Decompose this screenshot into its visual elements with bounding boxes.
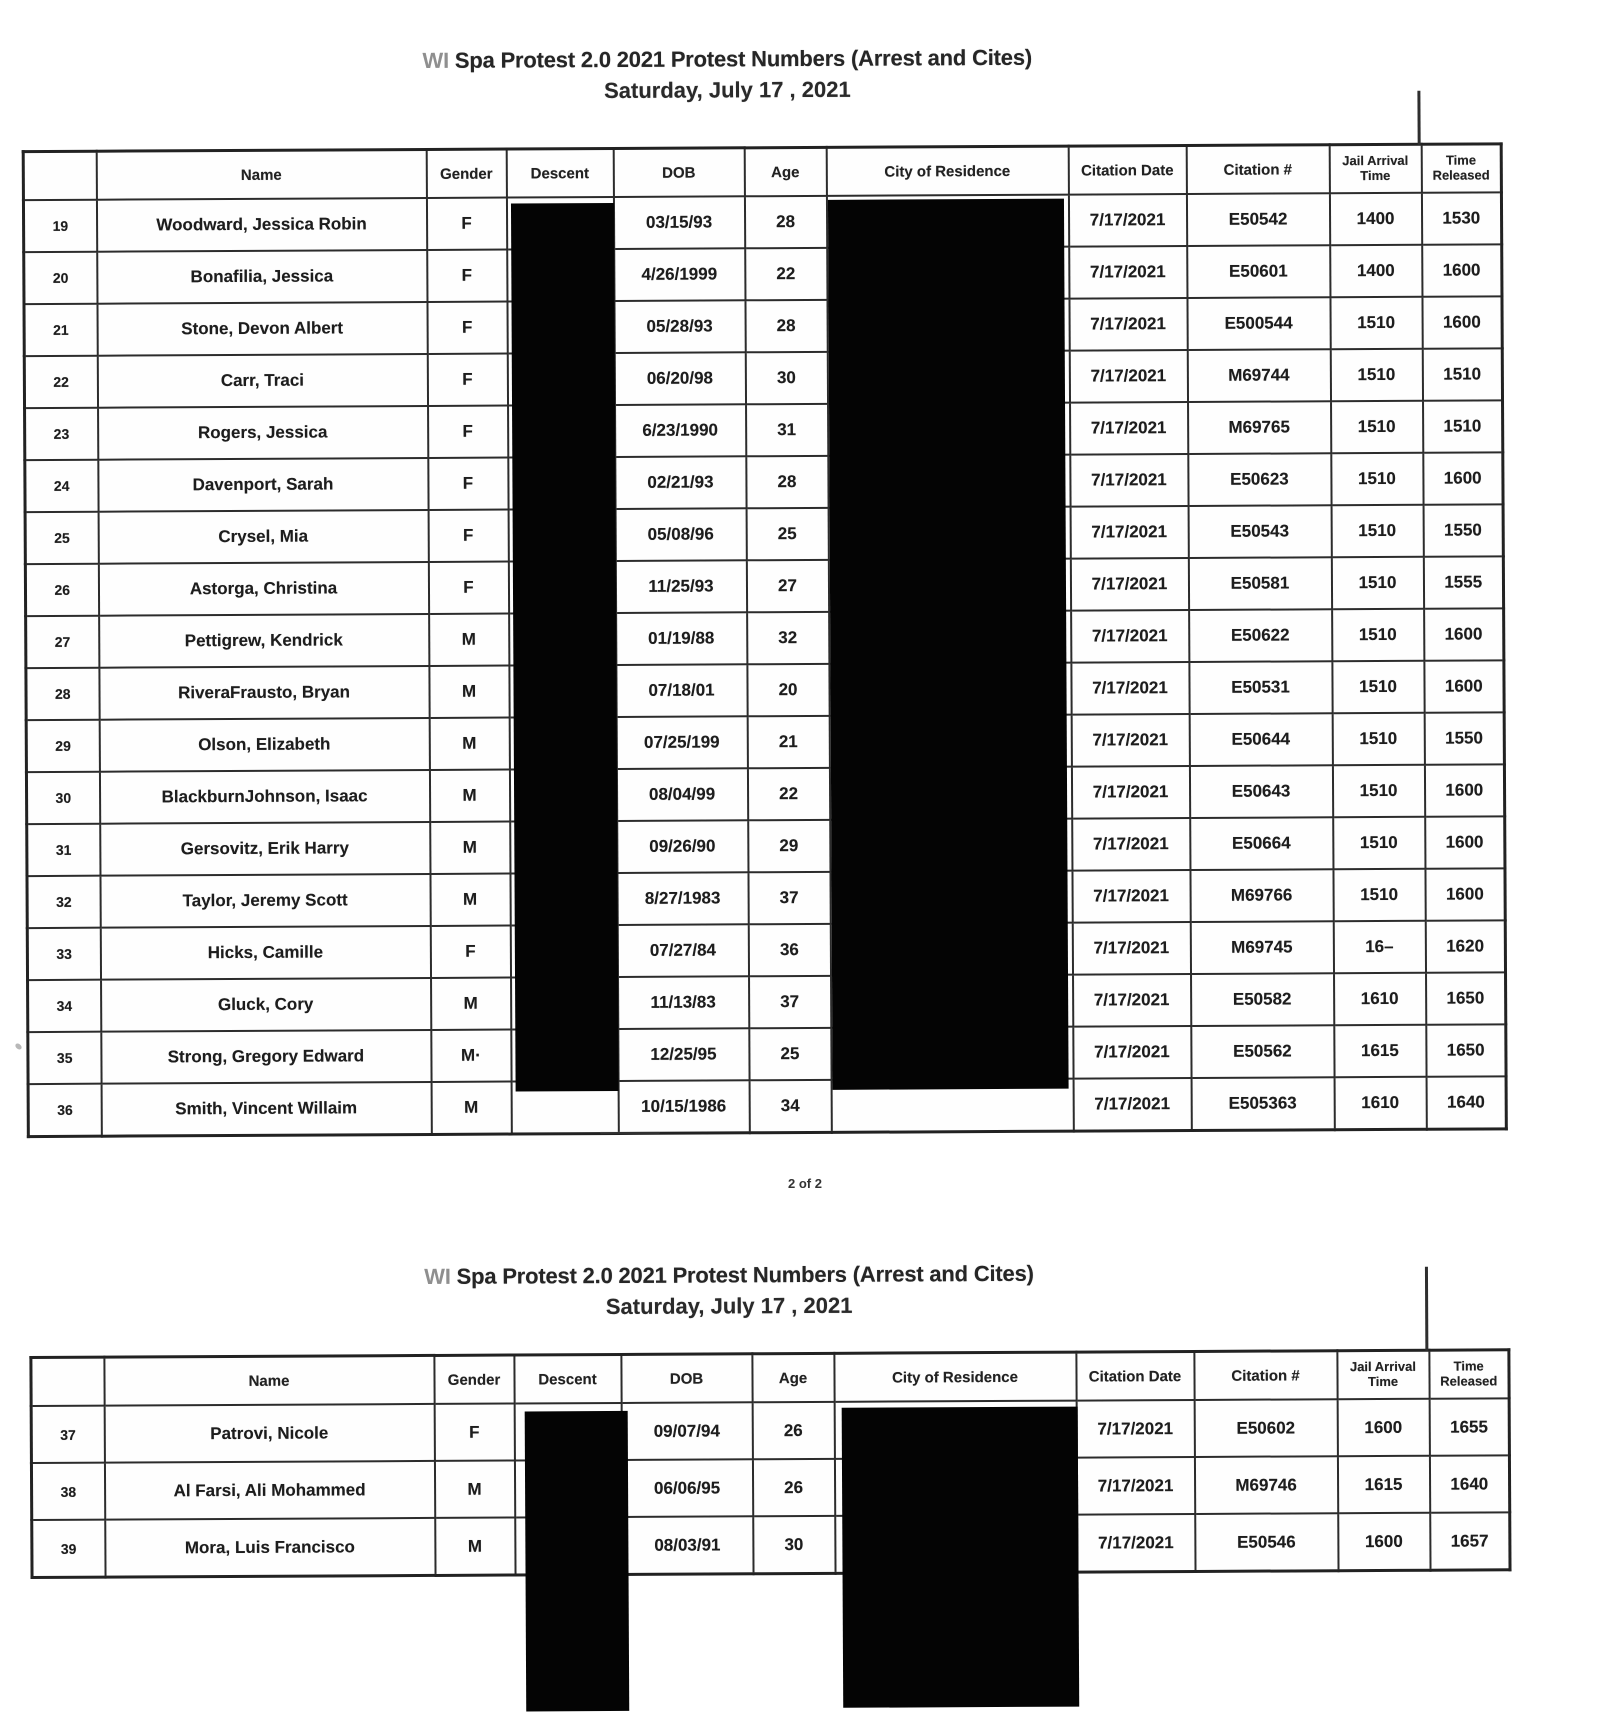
cell-age: 32 (747, 612, 829, 664)
cell-citation-number: E50542 (1186, 193, 1329, 246)
cell-name: Gluck, Cory (101, 978, 431, 1032)
cell-gender: F (434, 1404, 514, 1461)
cell-citation-number: E50602 (1194, 1399, 1337, 1457)
header-gender: Gender (434, 1355, 514, 1404)
cell-dob: 6/23/1990 (615, 404, 746, 457)
cell-gender: F (428, 458, 508, 510)
cell-citation-date: 7/17/2021 (1073, 1026, 1191, 1079)
cell-time-released: 1600 (1424, 764, 1504, 816)
row-number: 38 (31, 1463, 104, 1520)
header-blank (31, 1357, 104, 1406)
table-row (26, 712, 1504, 772)
title-prefix: WI (424, 1263, 451, 1289)
cell-time-released: 1640 (1429, 1455, 1509, 1512)
cell-citation-date: 7/17/2021 (1068, 194, 1186, 247)
cell-dob: 8/27/1983 (617, 872, 748, 925)
cell-age: 28 (746, 456, 828, 508)
cell-gender: F (428, 562, 508, 614)
title-prefix: WI (422, 47, 450, 73)
cell-gender: M (431, 1082, 511, 1135)
table-row (24, 244, 1502, 304)
cell-jail-arrival-time: 1400 (1329, 193, 1421, 245)
cell-citation-number: E50623 (1188, 453, 1331, 506)
table-row (26, 660, 1504, 720)
cell-citation-number: M69745 (1190, 921, 1333, 974)
arrest-cites-table (29, 1348, 1511, 1579)
row-number: 23 (25, 408, 98, 460)
cell-jail-arrival-time: 1510 (1331, 557, 1423, 609)
cell-age: 28 (744, 196, 826, 248)
cell-time-released: 1600 (1424, 608, 1504, 660)
cell-time-released: 1550 (1424, 712, 1504, 764)
cell-name: RiveraFrausto, Bryan (99, 666, 429, 720)
table-row (26, 764, 1504, 824)
row-number: 26 (25, 564, 98, 616)
cell-name: Strong, Gregory Edward (101, 1030, 431, 1084)
cell-citation-date: 7/17/2021 (1072, 870, 1190, 923)
cell-time-released: 1655 (1429, 1398, 1509, 1455)
cell-jail-arrival-time: 1615 (1334, 1025, 1426, 1077)
cell-name: Patrovi, Nicole (104, 1404, 434, 1463)
cell-time-released: 1530 (1421, 192, 1501, 244)
row-number: 20 (24, 252, 97, 304)
cell-time-released: 1600 (1425, 816, 1505, 868)
city-redaction-bar (842, 1407, 1080, 1708)
table-row (32, 1512, 1510, 1577)
table-row (23, 192, 1501, 252)
cell-jail-arrival-time: 1510 (1331, 505, 1423, 557)
table-row (27, 868, 1505, 928)
cell-dob: 08/04/99 (616, 768, 747, 821)
cell-citation-number: E505363 (1191, 1077, 1334, 1130)
header-time-released: Time Released (1429, 1350, 1509, 1399)
row-number: 32 (27, 876, 100, 928)
cell-jail-arrival-time: 1600 (1337, 1399, 1429, 1456)
cell-time-released: 1510 (1423, 400, 1503, 452)
cell-age: 37 (748, 872, 830, 924)
document-subtitle: Saturday, July 17 , 2021 (604, 76, 851, 104)
table-header-row (23, 144, 1501, 200)
cell-gender: F (428, 406, 508, 458)
cell-name: Al Farsi, Ali Mohammed (104, 1461, 434, 1520)
row-number: 34 (28, 980, 101, 1032)
cell-age: 26 (752, 1459, 834, 1516)
arrest-cites-table (22, 142, 1508, 1138)
cell-age: 25 (749, 1028, 831, 1080)
cell-citation-date: 7/17/2021 (1070, 454, 1188, 507)
table-row (25, 452, 1503, 512)
header-jail-arrival: Jail Arrival Time (1329, 144, 1421, 193)
title-text: Spa Protest 2.0 2021 Protest Numbers (Arrest and Cites) (450, 1260, 1034, 1289)
cell-citation-number: M69766 (1190, 869, 1333, 922)
table-row (24, 348, 1502, 408)
cell-citation-number: E50664 (1190, 817, 1333, 870)
cell-age: 22 (747, 768, 829, 820)
cell-age: 34 (749, 1080, 831, 1133)
cell-gender: M (435, 1518, 515, 1576)
cell-name: Woodward, Jessica Robin (96, 198, 426, 252)
header-age: Age (744, 147, 826, 196)
cell-time-released: 1650 (1426, 1024, 1506, 1076)
cell-name: Crysel, Mia (98, 510, 428, 564)
cell-age: 29 (748, 820, 830, 872)
table-row (27, 920, 1505, 980)
title-block (0, 1259, 1459, 1324)
cell-citation-number: E50531 (1189, 661, 1332, 714)
row-number: 19 (23, 200, 96, 252)
table-row (31, 1455, 1509, 1520)
cell-jail-arrival-time: 1510 (1332, 713, 1424, 765)
cell-age: 36 (748, 924, 830, 976)
document-title (0, 1259, 1459, 1293)
header-citation-date: Citation Date (1076, 1351, 1194, 1400)
document-subtitle: Saturday, July 17 , 2021 (605, 1292, 853, 1320)
header-time-released: Time Released (1421, 144, 1501, 193)
cell-jail-arrival-time: 1510 (1332, 661, 1424, 713)
row-number: 35 (28, 1032, 101, 1084)
cell-dob: 10/15/1986 (618, 1080, 749, 1133)
cell-jail-arrival-time: 1610 (1334, 973, 1426, 1025)
cell-age: 21 (747, 716, 829, 768)
cell-time-released: 1550 (1423, 504, 1503, 556)
arrest-table-page1 (22, 142, 1505, 1138)
cell-citation-date: 7/17/2021 (1071, 766, 1189, 819)
cell-dob: 06/20/98 (614, 352, 745, 405)
cell-gender: M (429, 666, 509, 718)
table-row (28, 1076, 1506, 1136)
cell-citation-date: 7/17/2021 (1070, 402, 1188, 455)
cell-citation-date: 7/17/2021 (1070, 506, 1188, 559)
cell-time-released: 1657 (1430, 1512, 1510, 1570)
cell-name: Taylor, Jeremy Scott (100, 874, 430, 928)
cell-name: Rogers, Jessica (98, 406, 428, 460)
cell-jail-arrival-time: 1615 (1337, 1456, 1429, 1513)
table-row (26, 608, 1504, 668)
cell-jail-arrival-time: 1510 (1330, 349, 1422, 401)
cell-gender: M (434, 1461, 514, 1518)
cell-time-released: 1600 (1423, 452, 1503, 504)
cell-gender: F (427, 354, 507, 406)
cell-citation-date: 7/17/2021 (1076, 1457, 1194, 1515)
cell-time-released: 1510 (1422, 348, 1502, 400)
cell-citation-date: 7/17/2021 (1070, 558, 1188, 611)
cell-citation-date: 7/17/2021 (1073, 1078, 1191, 1131)
cell-dob: 07/18/01 (616, 664, 747, 717)
cell-jail-arrival-time: 1510 (1330, 297, 1422, 349)
city-redaction-bar (828, 199, 1069, 1090)
cell-name: Stone, Devon Albert (97, 302, 427, 356)
table-row (31, 1398, 1509, 1463)
header-citation-date: Citation Date (1068, 145, 1186, 194)
cell-time-released: 1600 (1425, 868, 1505, 920)
table-row (24, 296, 1502, 356)
cell-time-released: 1650 (1426, 972, 1506, 1024)
cell-citation-number: M69744 (1187, 349, 1330, 402)
scan-speckle (600, 1131, 660, 1134)
cell-name: Hicks, Camille (100, 926, 430, 980)
cell-gender: F (427, 302, 507, 354)
header-dob: DOB (621, 1354, 752, 1403)
header-city: City of Residence (834, 1352, 1076, 1402)
cell-citation-number: E50601 (1187, 245, 1330, 298)
scan-vertical-mark (1425, 1267, 1428, 1351)
cell-age: 30 (745, 352, 827, 404)
cell-gender: M (429, 718, 509, 770)
row-number: 28 (26, 668, 99, 720)
header-descent: Descent (514, 1354, 621, 1403)
cell-jail-arrival-time: 1510 (1332, 609, 1424, 661)
header-age: Age (752, 1353, 834, 1402)
cell-citation-number: E50622 (1189, 609, 1332, 662)
table-row (28, 972, 1506, 1032)
cell-dob: 05/08/96 (615, 508, 746, 561)
cell-age: 27 (746, 560, 828, 612)
cell-dob: 4/26/1999 (614, 248, 745, 301)
cell-gender: F (426, 198, 506, 250)
scanned-page-2 (0, 1258, 1610, 1686)
cell-citation-date: 7/17/2021 (1069, 246, 1187, 299)
cell-name: Davenport, Sarah (98, 458, 428, 512)
cell-gender: F (428, 510, 508, 562)
cell-age: 31 (746, 404, 828, 456)
descent-redaction-bar (511, 203, 619, 1092)
row-number: 37 (31, 1406, 104, 1463)
header-gender: Gender (426, 149, 506, 198)
table-row (25, 556, 1503, 616)
cell-gender: M (429, 770, 509, 822)
row-number: 25 (25, 512, 98, 564)
page-indicator: 2 of 2 (788, 1176, 822, 1191)
table-row (27, 816, 1505, 876)
cell-gender: M (431, 978, 511, 1030)
cell-citation-date: 7/17/2021 (1072, 922, 1190, 975)
cell-time-released: 1620 (1425, 920, 1505, 972)
cell-citation-date: 7/17/2021 (1069, 298, 1187, 351)
arrest-table-page2 (29, 1348, 1508, 1579)
document-title (0, 43, 1457, 77)
cell-age: 22 (745, 248, 827, 300)
header-citation-number: Citation # (1186, 145, 1329, 194)
table-row (25, 504, 1503, 564)
scan-vertical-mark (1417, 91, 1420, 145)
header-name: Name (96, 149, 426, 199)
cell-dob: 11/13/83 (618, 976, 749, 1029)
cell-dob: 01/19/88 (616, 612, 747, 665)
table-row (25, 400, 1503, 460)
cell-citation-date: 7/17/2021 (1071, 610, 1189, 663)
cell-citation-number: E500544 (1187, 297, 1330, 350)
cell-dob: 08/03/91 (622, 1516, 753, 1574)
cell-age: 25 (746, 508, 828, 560)
header-citation-number: Citation # (1194, 1351, 1337, 1400)
cell-name: Olson, Elizabeth (99, 718, 429, 772)
cell-citation-number: M69765 (1188, 401, 1331, 454)
title-block (0, 43, 1457, 108)
cell-citation-date: 7/17/2021 (1071, 662, 1189, 715)
cell-dob: 09/07/94 (621, 1402, 752, 1460)
row-number: 39 (32, 1520, 105, 1578)
cell-age: 30 (753, 1516, 835, 1574)
cell-jail-arrival-time: 16– (1333, 921, 1425, 973)
cell-name: Bonafilia, Jessica (97, 250, 427, 304)
cell-citation-date: 7/17/2021 (1069, 350, 1187, 403)
cell-name: Gersovitz, Erik Harry (100, 822, 430, 876)
cell-dob: 11/25/93 (615, 560, 746, 613)
cell-age: 28 (745, 300, 827, 352)
cell-citation-number: E50643 (1189, 765, 1332, 818)
cell-dob: 02/21/93 (615, 456, 746, 509)
cell-citation-number: M69746 (1194, 1456, 1337, 1514)
cell-age: 37 (749, 976, 831, 1028)
row-number: 24 (25, 460, 98, 512)
cell-gender: M (429, 614, 509, 666)
cell-gender: M· (431, 1030, 511, 1082)
cell-citation-number: E50582 (1191, 973, 1334, 1026)
cell-name: Carr, Traci (97, 354, 427, 408)
cell-jail-arrival-time: 1510 (1331, 401, 1423, 453)
cell-gender: M (430, 874, 510, 926)
cell-name: Smith, Vincent Willaim (101, 1082, 431, 1136)
cell-jail-arrival-time: 1400 (1330, 245, 1422, 297)
header-jail-arrival: Jail Arrival Time (1337, 1350, 1429, 1399)
table-header-row (31, 1350, 1509, 1406)
cell-citation-date: 7/17/2021 (1076, 1400, 1194, 1458)
cell-citation-number: E50581 (1188, 557, 1331, 610)
cell-time-released: 1600 (1422, 296, 1502, 348)
cell-time-released: 1555 (1423, 556, 1503, 608)
cell-dob: 09/26/90 (617, 820, 748, 873)
header-name: Name (104, 1355, 434, 1405)
cell-gender: M (430, 822, 510, 874)
cell-dob: 06/06/95 (621, 1459, 752, 1517)
title-text: Spa Protest 2.0 2021 Protest Numbers (Arrest and Cites) (448, 44, 1033, 73)
row-number: 33 (27, 928, 100, 980)
row-number: 30 (26, 772, 99, 824)
cell-citation-number: E50543 (1188, 505, 1331, 558)
row-number: 31 (27, 824, 100, 876)
cell-jail-arrival-time: 1510 (1332, 765, 1424, 817)
cell-jail-arrival-time: 1600 (1338, 1513, 1430, 1571)
header-dob: DOB (613, 148, 744, 197)
cell-jail-arrival-time: 1610 (1334, 1077, 1426, 1130)
cell-citation-number: E50644 (1189, 713, 1332, 766)
cell-jail-arrival-time: 1510 (1331, 453, 1423, 505)
row-number: 21 (24, 304, 97, 356)
cell-age: 26 (752, 1402, 834, 1459)
row-number: 29 (26, 720, 99, 772)
cell-gender: F (427, 250, 507, 302)
header-blank (23, 151, 96, 200)
cell-dob: 12/25/95 (618, 1028, 749, 1081)
cell-citation-number: E50546 (1195, 1513, 1338, 1571)
table-row (28, 1024, 1506, 1084)
descent-redaction-bar (525, 1411, 630, 1712)
cell-name: Mora, Luis Francisco (105, 1518, 435, 1577)
cell-jail-arrival-time: 1510 (1333, 817, 1425, 869)
cell-name: Pettigrew, Kendrick (99, 614, 429, 668)
cell-dob: 03/15/93 (613, 196, 744, 249)
cell-dob: 07/25/199 (616, 716, 747, 769)
cell-citation-date: 7/17/2021 (1077, 1514, 1195, 1572)
cell-citation-date: 7/17/2021 (1072, 818, 1190, 871)
cell-citation-number: E50562 (1191, 1025, 1334, 1078)
cell-jail-arrival-time: 1510 (1333, 869, 1425, 921)
cell-time-released: 1600 (1424, 660, 1504, 712)
cell-time-released: 1600 (1422, 244, 1502, 296)
cell-time-released: 1640 (1426, 1076, 1506, 1129)
header-descent: Descent (506, 148, 613, 197)
cell-citation-date: 7/17/2021 (1073, 974, 1191, 1027)
cell-name: BlackburnJohnson, Isaac (99, 770, 429, 824)
cell-citation-date: 7/17/2021 (1071, 714, 1189, 767)
cell-age: 20 (747, 664, 829, 716)
header-city: City of Residence (826, 146, 1068, 196)
cell-name: Astorga, Christina (98, 562, 428, 616)
cell-dob: 07/27/84 (617, 924, 748, 977)
cell-dob: 05/28/93 (614, 300, 745, 353)
row-number: 27 (26, 616, 99, 668)
cell-gender: F (430, 926, 510, 978)
row-number: 36 (28, 1084, 101, 1137)
row-number: 22 (24, 356, 97, 408)
